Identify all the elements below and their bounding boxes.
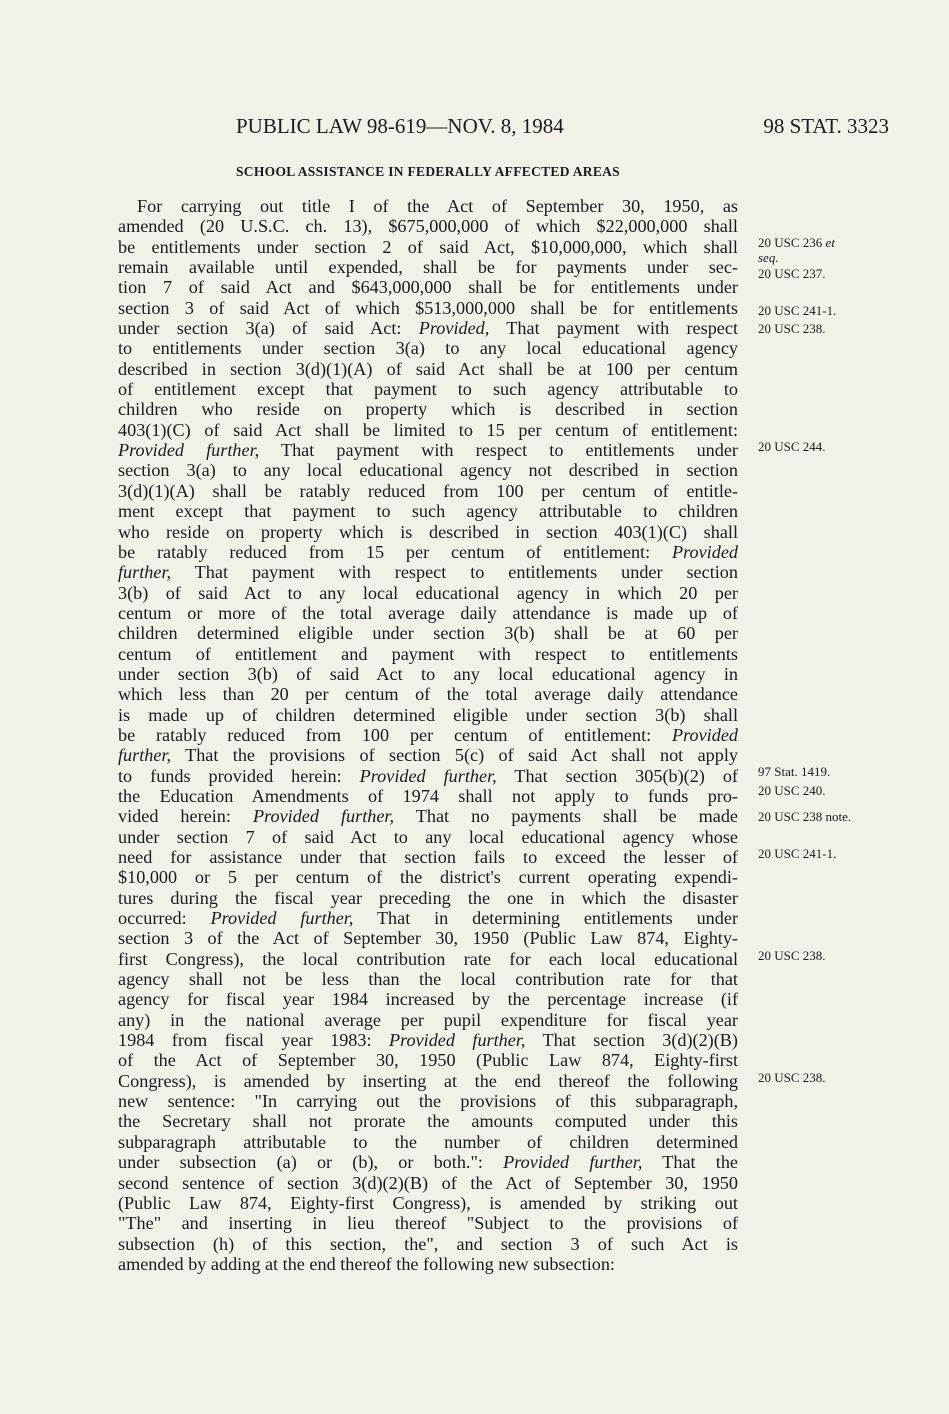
body-line: under section 3(a) of said Act: Provided, That payment with respect: [118, 318, 738, 339]
statute-page-number: 98 STAT. 3323: [763, 114, 889, 138]
body-line: centum or more of the total average daily attendance is made up of: [118, 602, 738, 623]
body-line: vided herein: Provided further, That no payments shall be made: [118, 806, 739, 827]
body-line: further, That payment with respect to entitlements under section: [118, 562, 738, 583]
body-line: of the Act of September 30, 1950 (Public Law 874, Eighty-first: [118, 1050, 738, 1071]
body-line: agency shall not be less than the local contribution rate for that: [118, 969, 738, 990]
page-header: [236, 114, 889, 142]
body-line: under section 3(b) of said Act to any local educational agency in: [118, 663, 738, 684]
margin-note: 20 USC 236 et: [758, 235, 835, 251]
body-line: Provided further, That payment with respect to entitlements under: [118, 440, 738, 461]
body-line: children who reside on property which is described in section: [118, 399, 738, 420]
body-line: the Secretary shall not prorate the amounts computed under this: [118, 1111, 738, 1132]
body-line: be ratably reduced from 15 per centum of entitlement: Provided: [118, 541, 738, 562]
body-line: be entitlements under section 2 of said Act, $10,000,000, which shall: [118, 236, 738, 257]
margin-note: 20 USC 241-1.: [758, 845, 837, 861]
body-line: need for assistance under that section fails to exceed the lesser of: [118, 847, 738, 867]
body-line: to funds provided herein: Provided further, That section 305(b)(2) of: [118, 765, 738, 786]
body-line: centum of entitlement and payment with respect to entitlements: [118, 643, 738, 664]
body-line: to entitlements under section 3(a) to any local educational agency: [118, 338, 738, 359]
body-line: agency for fiscal year 1984 increased by the percentage increase (if: [118, 989, 738, 1010]
body-line: (Public Law 874, Eighty-first Congress), is amended by striking out: [118, 1192, 738, 1213]
body-line: amended by adding at the end thereof the following new subsection:: [118, 1253, 615, 1274]
body-line: described in section 3(d)(1)(A) of said Act shall be at 100 per centum: [118, 358, 738, 379]
margin-note: 20 USC 237.: [758, 265, 826, 281]
body-line: section 3 of the Act of September 30, 1950 (Public Law 874, Eighty-: [118, 928, 738, 949]
body-line: Congress), is amended by inserting at the end thereof the following: [118, 1070, 738, 1091]
body-line: occurred: Provided further, That in determining entitlements under: [118, 908, 738, 929]
body-line: be ratably reduced from 100 per centum of entitlement: Provided: [118, 724, 738, 745]
body-text: [118, 196, 738, 1274]
body-line: which less than 20 per centum of the total average daily attendance: [118, 684, 738, 705]
body-line: subparagraph attributable to the number of children determined: [118, 1131, 738, 1152]
body-line: second sentence of section 3(d)(2)(B) of the Act of September 30, 1950: [118, 1172, 738, 1193]
section-heading: SCHOOL ASSISTANCE IN FEDERALLY AFFECTED AREAS: [236, 164, 620, 179]
margin-note: 97 Stat. 1419.: [758, 764, 831, 780]
margin-note: 20 USC 241-1.: [758, 302, 837, 318]
body-line: amended (20 U.S.C. ch. 13), $675,000,000 of which $22,000,000 shall: [118, 216, 738, 237]
margin-note: 20 USC 238.: [758, 1069, 826, 1085]
margin-note: 20 USC 238.: [758, 320, 826, 336]
body-line: under section 7 of said Act to any local educational agency whose: [118, 826, 738, 847]
body-line: $10,000 or 5 per centum of the district's current operating expendi-: [118, 867, 738, 888]
law-title: PUBLIC LAW 98-619—NOV. 8, 1984: [236, 114, 564, 138]
body-line: new sentence: "In carrying out the provisions of this subparagraph,: [118, 1091, 738, 1112]
body-line: section 3(a) to any local educational agency not described in section: [118, 460, 738, 481]
margin-note: 20 USC 238.: [758, 947, 826, 963]
body-line: any) in the national average per pupil expenditure for fiscal year: [118, 1009, 738, 1030]
body-line: further, That the provisions of section 5(c) of said Act shall not apply: [118, 745, 738, 766]
body-line: remain available until expended, shall be for payments under sec-: [118, 257, 738, 278]
body-line: 403(1)(C) of said Act shall be limited to 15 per centum of entitlement:: [118, 419, 738, 440]
body-line: children determined eligible under section 3(b) shall be at 60 per: [118, 623, 738, 644]
body-line: the Education Amendments of 1974 shall not apply to funds pro-: [118, 785, 738, 806]
margin-note: 20 USC 240.: [758, 782, 826, 798]
body-line: first Congress), the local contribution rate for each local educational: [118, 948, 738, 969]
body-line: tures during the fiscal year preceding the one in which the disaster: [118, 887, 738, 908]
body-line: 3(b) of said Act to any local educational agency in which 20 per: [118, 582, 738, 603]
margin-note: 20 USC 238 note.: [758, 809, 852, 825]
body-line: of entitlement except that payment to such agency attributable to: [118, 379, 738, 400]
body-line: ment except that payment to such agency attributable to children: [118, 501, 738, 522]
body-line: 1984 from fiscal year 1983: Provided further, That section 3(d)(2)(B): [118, 1030, 738, 1051]
margin-note: seq.: [758, 249, 779, 265]
body-line: For carrying out title I of the Act of September 30, 1950, as: [137, 196, 738, 216]
body-line: under subsection (a) or (b), or both.": Provided further, That the: [118, 1152, 738, 1173]
body-line: is made up of children determined eligible under section 3(b) shall: [118, 704, 738, 725]
body-line: 3(d)(1)(A) shall be ratably reduced from 100 per centum of entitle-: [118, 480, 738, 501]
body-line: "The" and inserting in lieu thereof "Subject to the provisions of: [118, 1213, 738, 1234]
body-line: who reside on property which is described in section 403(1)(C) shall: [118, 521, 738, 542]
margin-note: 20 USC 244.: [758, 438, 826, 454]
body-line: tion 7 of said Act and $643,000,000 shall be for entitlements under: [118, 277, 738, 298]
body-line: subsection (h) of this section, the", and section 3 of such Act is: [118, 1233, 738, 1254]
body-line: section 3 of said Act of which $513,000,000 shall be for entitlements: [118, 297, 738, 318]
